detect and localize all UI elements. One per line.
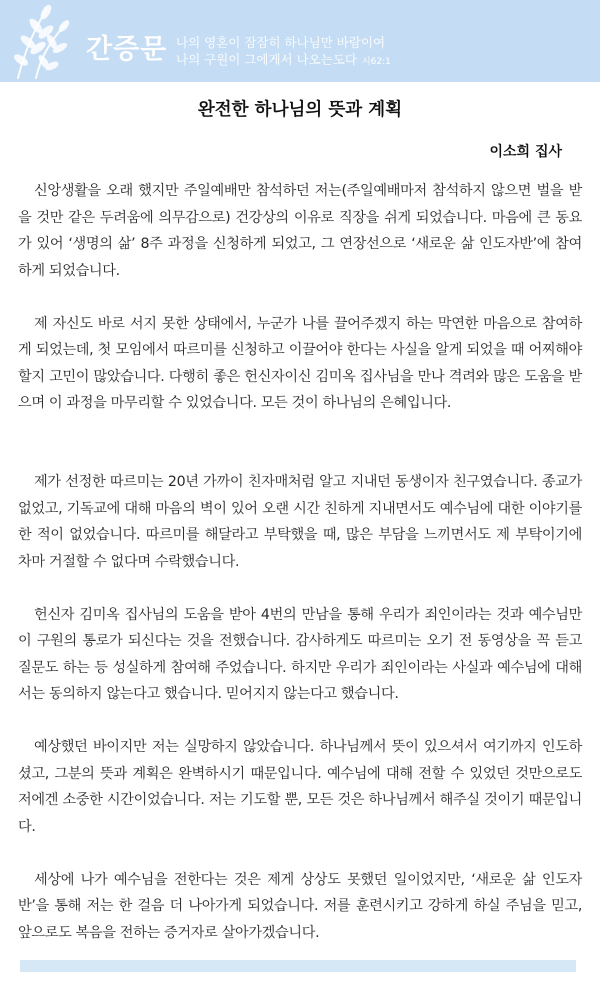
leaf-branch-icon [6,4,74,80]
footer-divider-bar [20,960,576,972]
verse-reference: 시62:1 [361,57,391,67]
verse-line-2 [176,51,391,71]
paragraph-4: 헌신자 김미옥 집사님의 도움을 받아 4번의 만남을 통해 우리가 죄인이라는 것과 예수님만이 구원의 통로가 되신다는 것을 전했습니다. 감사하게도 따르미는 오기 전 동영상을 꼭 듣고 질문도 하는 등 성실하게 참여해 주었습니다. 하지만 우리가 죄인이라는 사실과 예수님에 대해서는 동의하지 않는다고 했습니다. 믿어지지 않는다고 했습니다. [18,606,582,702]
paragraph-1: 신앙생활을 오래 했지만 주일예배만 참석하던 저는(주일예배마저 참석하지 않으면 벌을 받을 것만 같은 두려움에 의무감으로) 건강상의 이유로 직장을 쉬게 되었습니다. 마음에 큰 동요가 있어 ‘생명의 삶’ 8주 과정을 신청하게 되었고, 그 연장선으로 ‘새로운 삶 인도자반’에 참여하게 되었습니다. [18,183,582,279]
header-banner [0,0,600,82]
verse-line-2-text: 나의 구원이 그에게서 나오는도다 [176,52,357,67]
paragraph-3: 제가 선정한 따르미는 20년 가까이 친자매처럼 알고 지내던 동생이자 친구였습니다. 종교가 없었고, 기독교에 대해 마음의 벽이 있어 오랜 시간 친하게 지내면서도 예수님에 대한 이야기를 한 적이 없었습니다. 따르미를 해달라고 부탁했을 때, 많은 부담을 느끼면서도 제 부탁이기에 차마 거절할 수 없다며 수락했습니다. [18,474,582,570]
paragraph-2: 제 자신도 바로 서지 못한 상태에서, 누군가 나를 끌어주겠지 하는 막연한 마음으로 참여하게 되었는데, 첫 모임에서 따르미를 신청하고 이끌어야 한다는 사실을 알게 되었을 때 어찌해야 할지 고민이 많았습니다. 다행히 좋은 헌신자이신 김미옥 집사님을 만나 격려와 많은 도움을 받으며 이 과정을 마무리할 수 있었습니다. 모든 것이 하나님의 은혜입니다. [18,315,582,411]
document-title: 완전한 하나님의 뜻과 계획 [197,100,403,120]
header-verse [176,34,391,71]
document-author: 이소희 집사 [489,144,562,160]
paragraph-6: 세상에 나가 예수님을 전한다는 것은 제게 상상도 못했던 일이었지만, ‘새로운 삶 인도자반’을 통해 저는 한 걸음 더 나아가게 되었습니다. 저를 훈련시키고 강하게 하실 주님을 믿고, 앞으로도 복음을 전하는 증거자로 살아가겠습니다. [18,871,582,941]
section-title: 간증문 [86,34,168,65]
verse-line-1: 나의 영혼이 잠잠히 하나님만 바람이여 [176,35,386,50]
testimony-body [0,178,600,973]
paragraph-5: 예상했던 바이지만 저는 실망하지 않았습니다. 하나님께서 뜻이 있으셔서 여기까지 인도하셨고, 그분의 뜻과 계획은 완벽하시기 때문입니다. 예수님에 대해 전할 수 있었던 것만으로도 저에겐 소중한 시간이었습니다. 저는 기도할 뿐, 모든 것은 하나님께서 해주실 것이기 때문입니다. [18,739,582,835]
